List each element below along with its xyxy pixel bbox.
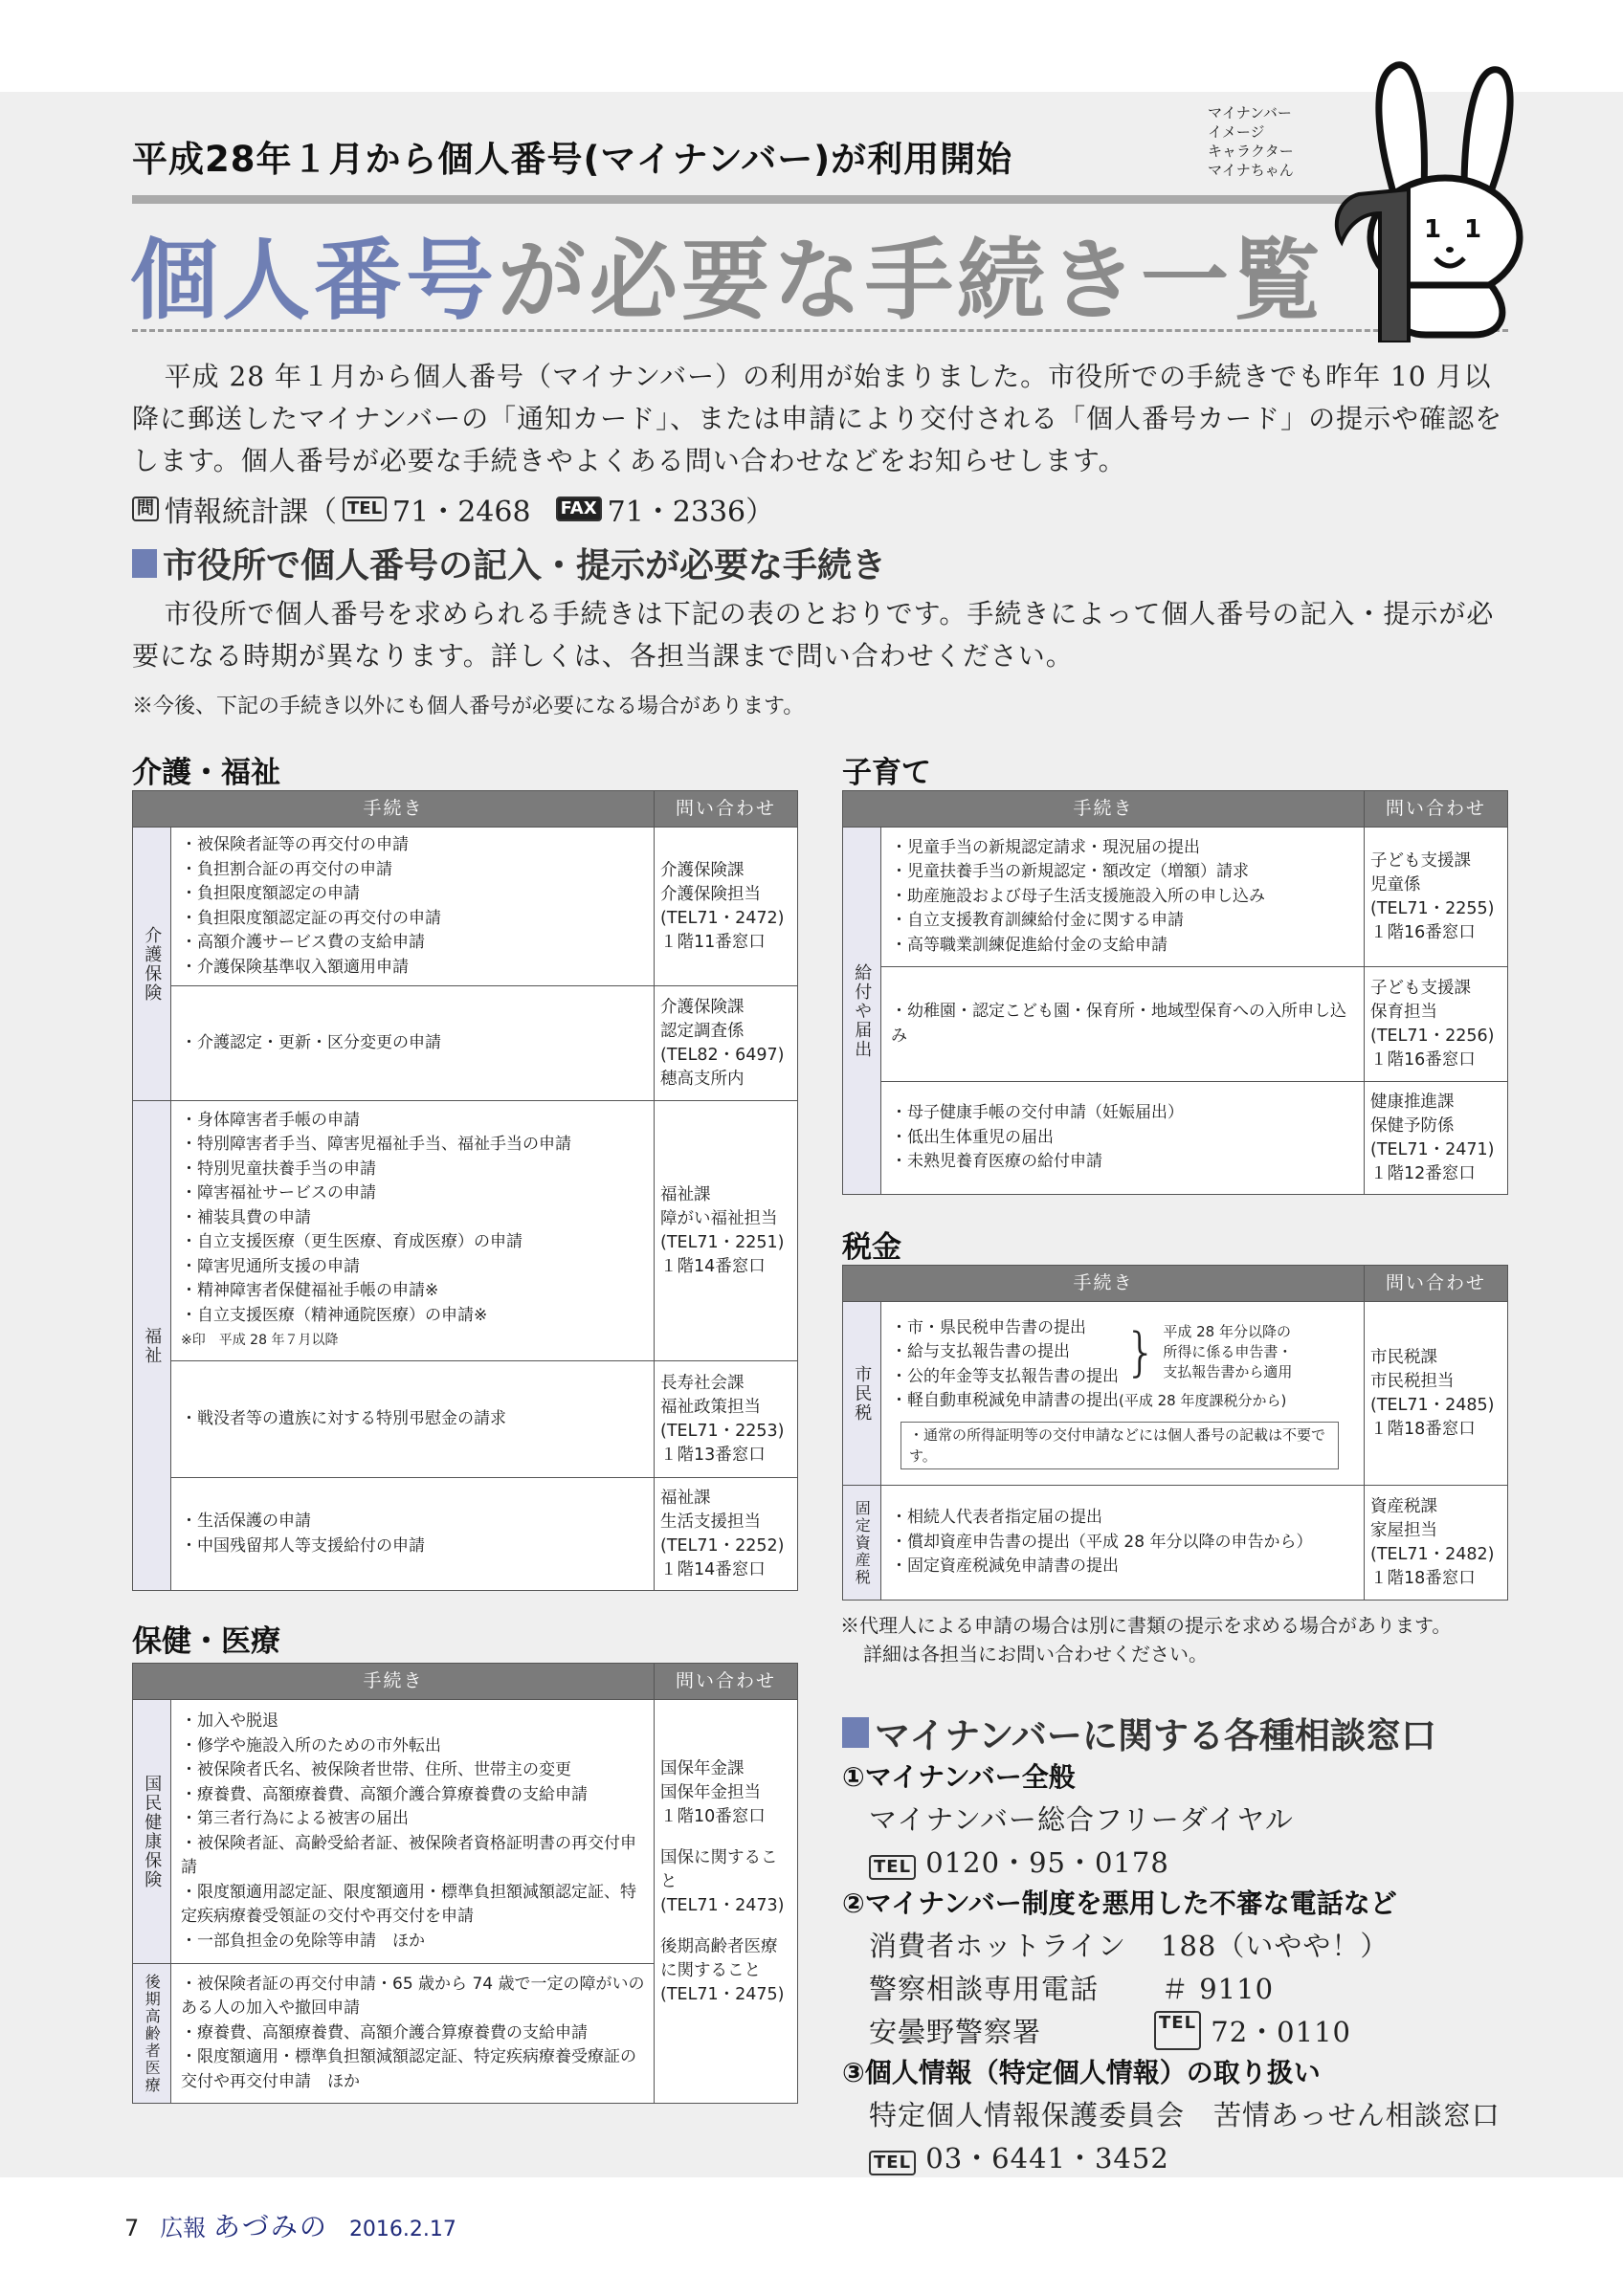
section-title-consult: マイナンバーに関する各種相談窓口 (842, 1707, 1436, 1758)
mascot-caption: マイナンバー イメージ キャラクター マイナちゃん (1208, 104, 1294, 179)
footer (124, 2206, 456, 2244)
info-box: ・通常の所得証明等の交付申請などには個人番号の記載は不要です。 (900, 1422, 1339, 1469)
table-row (843, 967, 1508, 1082)
inquiry-cell: 福祉課 生活支援担当 (TEL71・2252) １階14番窓口 (655, 1478, 798, 1591)
category-title-hoken: 保健・医療 (132, 1624, 280, 1659)
issue-date: 2016.2.17 (348, 2218, 456, 2241)
table-kosodate (842, 790, 1508, 1195)
side-label: 国民健康保険 (133, 1700, 171, 1964)
table-row (843, 828, 1508, 967)
table-row (133, 1478, 798, 1591)
category-title-kosodate: 子育て (842, 756, 931, 790)
proc-list: ・ 被保険者証の再交付申請・65 歳から 74 歳で一定の障がいのある人の加入や撤回申請 ・ 療養費、高額療養費、高額介護合算療養費の支給申請 ・ 限度額適用・標準負担額減額認定証、特定疾病療養受療証の交付や再交付申請 ほか (171, 1964, 655, 2104)
dashed-divider (132, 329, 1508, 332)
title-rule (132, 195, 1472, 204)
inquiry-cell: 福祉課 障がい福祉担当 (TEL71・2251) １階14番窓口 (655, 1101, 798, 1361)
side-label: 介護保険 (133, 828, 171, 1101)
square-bullet-icon (842, 1717, 869, 1748)
table-row (133, 1700, 798, 1964)
publication-name: 広報 あづみの (160, 2211, 328, 2242)
table-hoken (132, 1663, 798, 2104)
subheading: 平成28年１月から個人番号(マイナンバー)が利用開始 (132, 139, 1013, 180)
page-number: 7 (124, 2215, 140, 2241)
proc-list: ・ 介護認定・更新・区分変更の申請 (171, 986, 655, 1101)
fax-icon: FAX (556, 497, 602, 521)
proc-list: ・ 身体障害者手帳の申請 ・ 特別障害者手当、障害児福祉手当、福祉手当の申請 ・ 特別児童扶養手当の申請 ・ 障害福祉サービスの申請 ・ 補装具費の申請 ・ 自立支援医療（更生医療、育成医療）の申請 ・ 障害児通所支援の申請 ・ 精神障害者保健福祉手帳の申請※ ・ 自立支援医療（精神通院医療）の申請※ ※印 平成 28 年７月以降 (171, 1101, 655, 1361)
category-title-zeikin: 税金 (842, 1230, 901, 1265)
side-label: 福祉 (133, 1101, 171, 1591)
contact-line: 問 情報統計課（ TEL 71・2468 FAX 71・2336） (132, 488, 774, 530)
consult-list: ①マイナンバー全般 マイナンバー総合フリーダイヤル TEL 0120・95・0178 ②マイナンバー制度を悪用した不審な電話など 消費者ホットライン 188（いやや！） 警察相談専用電話 ＃ 9110 安曇野警察署 TEL 72・0110 ③個人情報（特定個人情報）の取り扱い 特定個人情報保護委員会 苦情あっせん相談窓口 TEL 03・6441・3452 (842, 1761, 1501, 2175)
header-inquiry: 問い合わせ (1365, 1266, 1508, 1302)
proc-list: ・ 幼稚園・認定こども園・保育所・地域型保育への入所申し込み (881, 967, 1365, 1082)
section-title-procedures: 市役所で個人番号の記入・提示が必要な手続き (132, 539, 886, 587)
mascot-rabbit-illustration (1321, 55, 1541, 342)
side-label: 固定資産税 (843, 1486, 881, 1601)
table-row (133, 1361, 798, 1478)
inquiry-cell: 介護保険課 認定調査係 (TEL82・6497) 穂高支所内 (655, 986, 798, 1101)
brace-note: 平成 28 年分以降の 所得に係る申告書・ 支払報告書から適用 (1163, 1323, 1293, 1381)
svg-text:1: 1 (1464, 215, 1482, 244)
brace-icon: } (1124, 1321, 1158, 1382)
table-row (843, 1082, 1508, 1195)
inquiry-cell: 市民税課 市民税担当 (TEL71・2485) １階18番窓口 (1365, 1302, 1508, 1486)
section-description: 市役所で個人番号を求められる手続きは下記の表のとおりです。手続きによって個人番号の記入・提示が必要になる時期が異なります。詳しくは、各担当課まで問い合わせください。 (132, 598, 1495, 672)
inquiry-cell: 子ども支援課 児童係 (TEL71・2255) １階16番窓口 (1365, 828, 1508, 967)
inquiry-cell: 健康推進課 保健予防係 (TEL71・2471) １階12番窓口 (1365, 1082, 1508, 1195)
page-title: 個人番号が必要な手続き一覧 (130, 229, 1325, 332)
header-proc: 手続き (843, 791, 1365, 828)
inquiry-cell: 介護保険課 介護保険担当 (TEL71・2472) １階11番窓口 (655, 828, 798, 986)
table-row (133, 1101, 798, 1361)
table-row (843, 1302, 1508, 1486)
inquiry-cell: 子ども支援課 保育担当 (TEL71・2256) １階16番窓口 (1365, 967, 1508, 1082)
proc-list: ・ 戦没者等の遺族に対する特別弔慰金の請求 (171, 1361, 655, 1478)
tel-icon: TEL (343, 497, 387, 521)
inquiry-icon: 問 (132, 497, 159, 521)
tel-icon: TEL (1154, 2011, 1201, 2050)
proc-list: ・ 被保険者証等の再交付の申請 ・ 負担割合証の再交付の申請 ・ 負担限度額認定の申請 ・ 負担限度額認定証の再交付の申請 ・ 高額介護サービス費の支給申請 ・ 介護保険基準収入額適用申請 (171, 828, 655, 986)
proc-list: ・ 相続人代表者指定届の提出 ・ 償却資産申告書の提出（平成 28 年分以降の申告から） ・ 固定資産税減免申請書の提出 (881, 1486, 1365, 1601)
header-inquiry: 問い合わせ (655, 1664, 798, 1700)
side-label: 市民税 (843, 1302, 881, 1486)
square-bullet-icon (132, 549, 157, 578)
header-proc: 手続き (133, 791, 655, 828)
inquiry-cell: 長寿社会課 福祉政策担当 (TEL71・2253) １階13番窓口 (655, 1361, 798, 1478)
proc-list: ・ 生活保護の申請 ・ 中国残留邦人等支援給付の申請 (171, 1478, 655, 1591)
table-zeikin (842, 1265, 1508, 1601)
table-row (133, 828, 798, 986)
section-note: ※今後、下記の手続き以外にも個人番号が必要になる場合があります。 (132, 695, 805, 718)
table-row (843, 1486, 1508, 1601)
tel-icon: TEL (869, 1855, 916, 1880)
proc-list: ・ 母子健康手帳の交付申請（妊娠届出） ・ 低出生体重児の届出 ・ 未熟児養育医療の給付申請 (881, 1082, 1365, 1195)
header-inquiry: 問い合わせ (1365, 791, 1508, 828)
proc-list: ・ 加入や脱退 ・ 修学や施設入所のための市外転出 ・ 被保険者氏名、被保険者世帯、住所、世帯主の変更 ・ 療養費、高額療養費、高額介護合算療養費の支給申請 ・ 第三者行為による被害の届出 ・ 被保険者証、高齢受給者証、被保険者資格証明書の再交付申請 ・ 限度額適用認定証、限度額適用・標準負担額減額認定証、特定疾病療養受領証の交付や再交付を申請 ・ 一部負担金の免除等申請 ほか (171, 1700, 655, 1964)
header-proc: 手続き (133, 1664, 655, 1700)
tel-icon: TEL (869, 2151, 916, 2175)
inquiry-cell: 資産税課 家屋担当 (TEL71・2482) １階18番窓口 (1365, 1486, 1508, 1601)
proc-list: ・ 市・県民税申告書の提出 ・ 給与支払報告書の提出 ・ 公的年金等支払報告書の提出 } 平成 28 年分以降の 所得に係る申告書・ 支払報告書から適用 ・ 軽自動車税減免申請書の提出(平成 28 年度課税分から) ・通常の所得証明等の交付申請などには個人番号の記載は不要です。 (881, 1302, 1365, 1486)
table-kaigo (132, 790, 798, 1591)
header-inquiry: 問い合わせ (655, 791, 798, 828)
proc-list: ・ 児童手当の新規認定請求・現況届の提出 ・ 児童扶養手当の新規認定・額改定（増額）請求 ・ 助産施設および母子生活支援施設入所の申し込み ・ 自立支援教育訓練給付金に関する申請 ・ 高等職業訓練促進給付金の支給申請 (881, 828, 1365, 967)
intro-paragraph: 平成 28 年１月から個人番号（マイナンバー）の利用が始まりました。市役所での手続きでも昨年 10 月以降に郵送したマイナンバーの「通知カード」、または申請により交付される「個人番号カード」の提示や確認をします。個人番号が必要な手続きやよくある問い合わせなどをお知らせします。 (132, 361, 1503, 476)
tax-remark: ※代理人による申請の場合は別に書類の提示を求める場合があります。 詳細は各担当にお問い合わせください。 (840, 1614, 1452, 1666)
side-label: 給付や届出 (843, 828, 881, 1195)
header-proc: 手続き (843, 1266, 1365, 1302)
category-title-kaigo: 介護・福祉 (132, 756, 280, 790)
table-row (133, 986, 798, 1101)
inquiry-cell: 国保年金課 国保年金担当 １階10番窓口 国保に関すること (TEL71・2473) 後期高齢者医療に関すること (TEL71・2475) (655, 1700, 798, 2104)
side-label: 後期高齢者医療 (133, 1964, 171, 2104)
svg-text:1: 1 (1424, 215, 1442, 244)
